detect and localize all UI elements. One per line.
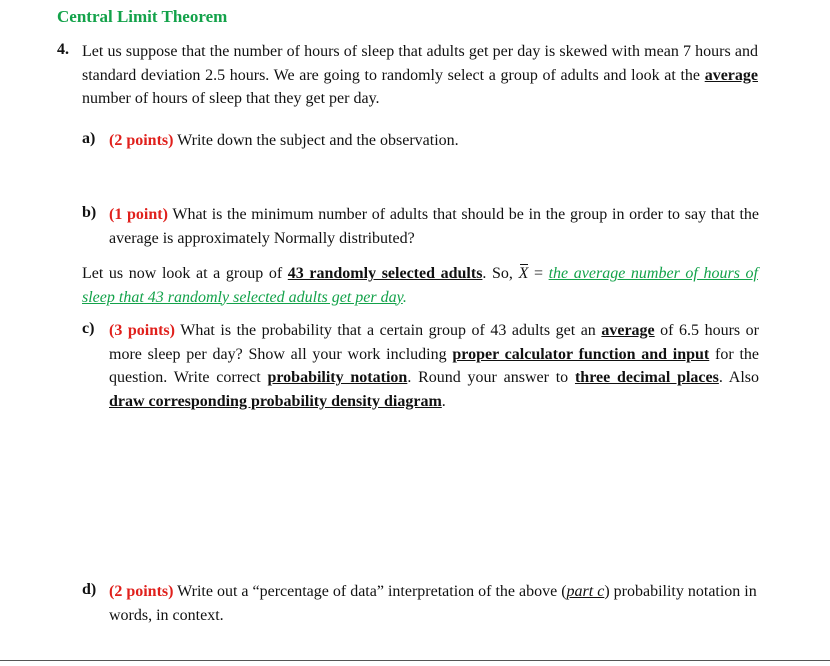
x-bar-definition: the average number of hours of sleep that 43 randomly selected adults get per day <box>82 265 758 306</box>
part-c-emphasis-calculator: proper calculator function and input <box>452 345 710 363</box>
part-b-label: b) <box>82 204 97 221</box>
question-number: 4. <box>57 41 69 58</box>
sample-size-emphasis: 43 randomly selected adults <box>287 265 483 282</box>
part-c-reference: part c <box>566 583 605 600</box>
part-a-label: a) <box>82 130 96 147</box>
part-d-text-1: Write out a “percentage of data” interpretation of the above ( <box>173 583 567 600</box>
part-c-points: (3 points) <box>109 322 175 339</box>
mid-text: Let us now look at a group of <box>82 265 288 282</box>
part-d-label: d) <box>82 581 97 598</box>
part-d-points: (2 points) <box>109 583 174 600</box>
part-c-text-2: of 6.5 hours or more sleep per day? Show all your work including <box>109 322 759 363</box>
part-c-text-4: . Round your answer to <box>407 369 575 386</box>
part-c-text <box>109 319 759 413</box>
x-bar-symbol: X <box>519 262 529 286</box>
mid-text-2: . So, <box>482 265 519 282</box>
part-c-label: c) <box>82 320 95 337</box>
part-c-text-6: . <box>441 392 446 410</box>
part-c-text-3: for the question. Write correct <box>109 345 759 386</box>
part-c-emphasis-notation: probability notation <box>267 369 408 386</box>
sample-definition <box>82 262 758 309</box>
part-a-question: Write down the subject and the observation. <box>173 132 459 149</box>
section-title: Central Limit Theorem <box>57 7 228 26</box>
part-a-text <box>109 129 759 153</box>
part-d-text-2: ) probability notation in words, in context. <box>109 583 757 624</box>
part-d-text <box>109 580 769 627</box>
part-c-emphasis-average: average <box>601 322 655 339</box>
part-c-emphasis-diagram: draw corresponding probability density diagram <box>109 392 442 410</box>
part-b-points: (1 point) <box>109 206 168 223</box>
intro-text-end: number of hours of sleep that they get per day. <box>82 90 380 107</box>
page-divider <box>0 660 830 661</box>
intro-emphasis: average <box>704 66 758 84</box>
intro-text: Let us suppose that the number of hours of sleep that adults get per day is skewed with mean 7 hours and standard deviation 2.5 hours. We are going to randomly select a group of adults and look at the <box>82 43 758 84</box>
part-c-text-1: What is the probability that a certain group of 43 adults get an <box>174 322 602 339</box>
part-c-emphasis-decimals: three decimal places <box>574 369 719 386</box>
part-a-points: (2 points) <box>109 132 174 149</box>
question-intro <box>82 40 758 111</box>
part-b-question: What is the minimum number of adults that should be in the group in order to say that the average is approximately Normally distributed? <box>109 206 760 247</box>
definition-period: . <box>402 288 407 306</box>
part-c-text-5: . Also <box>718 369 759 386</box>
equals-sign: = <box>528 265 549 282</box>
part-b-text <box>109 203 759 250</box>
